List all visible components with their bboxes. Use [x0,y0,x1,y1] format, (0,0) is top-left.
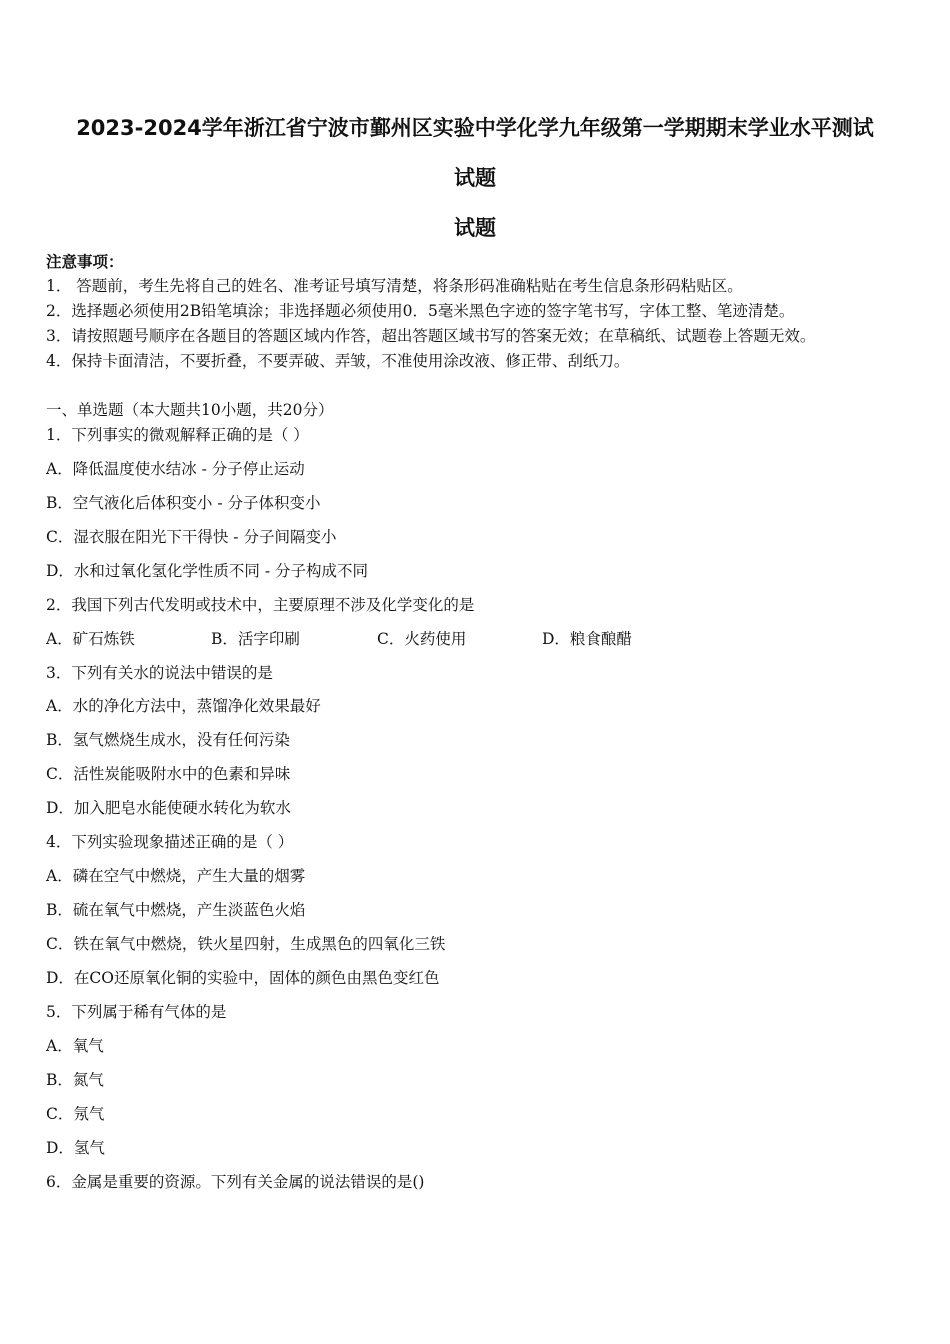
option-b: B．硫在氧气中燃烧，产生淡蓝色火焰 [46,901,306,919]
option-b: B．氮气 [46,1071,104,1089]
option-row [46,629,906,649]
question-stem: 4．下列实验现象描述正确的是（ ） [46,833,294,851]
exam-title-continued: 试题 [454,166,496,190]
option-a: A．降低温度使水结冰 - 分子停止运动 [46,460,305,478]
exam-subtitle: 试题 [454,216,496,240]
option-c: C．火药使用 [377,630,467,648]
question-stem: 3．下列有关水的说法中错误的是 [46,664,273,682]
option-b: B．氢气燃烧生成水，没有任何污染 [46,731,290,749]
option-d: D．在CO还原氧化铜的实验中，固体的颜色由黑色变红色 [46,969,440,987]
option-c: C．湿衣服在阳光下干得快 - 分子间隔变小 [46,528,337,546]
option-b: B．活字印刷 [211,630,300,648]
option-a: A．矿石炼铁 [46,630,135,648]
notice-item: 1． 答题前，考生先将自己的姓名、准考证号填写清楚，将条形码准确粘贴在考生信息条形码粘贴区。 [46,277,743,295]
question-stem: 1．下列事实的微观解释正确的是（ ） [46,426,309,444]
option-a: A．磷在空气中燃烧，产生大量的烟雾 [46,867,306,885]
option-a: A．氧气 [46,1037,104,1055]
section-heading: 一、单选题（本大题共10小题，共20分） [46,401,334,419]
question-stem: 6．金属是重要的资源。下列有关金属的说法错误的是() [46,1173,425,1191]
option-a: A．水的净化方法中，蒸馏净化效果最好 [46,697,321,715]
option-d: D．氢气 [46,1139,105,1157]
option-c: C．铁在氧气中燃烧，铁火星四射，生成黑色的四氧化三铁 [46,935,446,953]
notice-item: 2．选择题必须使用2B铅笔填涂；非选择题必须使用0．5毫米黑色字迹的签字笔书写，字体工整、笔迹清楚。 [46,302,795,320]
option-d: D．粮食酿醋 [542,630,632,648]
notice-item: 4．保持卡面清洁，不要折叠，不要弄破、弄皱，不准使用涂改液、修正带、刮纸刀。 [46,352,630,370]
option-d: D．加入肥皂水能使硬水转化为软水 [46,799,291,817]
question-stem: 5．下列属于稀有气体的是 [46,1003,227,1021]
question-stem: 2．我国下列古代发明或技术中，主要原理不涉及化学变化的是 [46,596,475,614]
option-c: C．氖气 [46,1105,105,1123]
option-c: C．活性炭能吸附水中的色素和异味 [46,765,291,783]
option-b: B．空气液化后体积变小 - 分子体积变小 [46,494,321,512]
option-d: D．水和过氧化氢化学性质不同 - 分子构成不同 [46,562,369,580]
exam-title: 2023-2024学年浙江省宁波市鄞州区实验中学化学九年级第一学期期末学业水平测试 [76,116,874,140]
notice-heading: 注意事项： [46,252,124,271]
notice-item: 3．请按照题号顺序在各题目的答题区域内作答，超出答题区域书写的答案无效；在草稿纸、试题卷上答题无效。 [46,327,816,345]
